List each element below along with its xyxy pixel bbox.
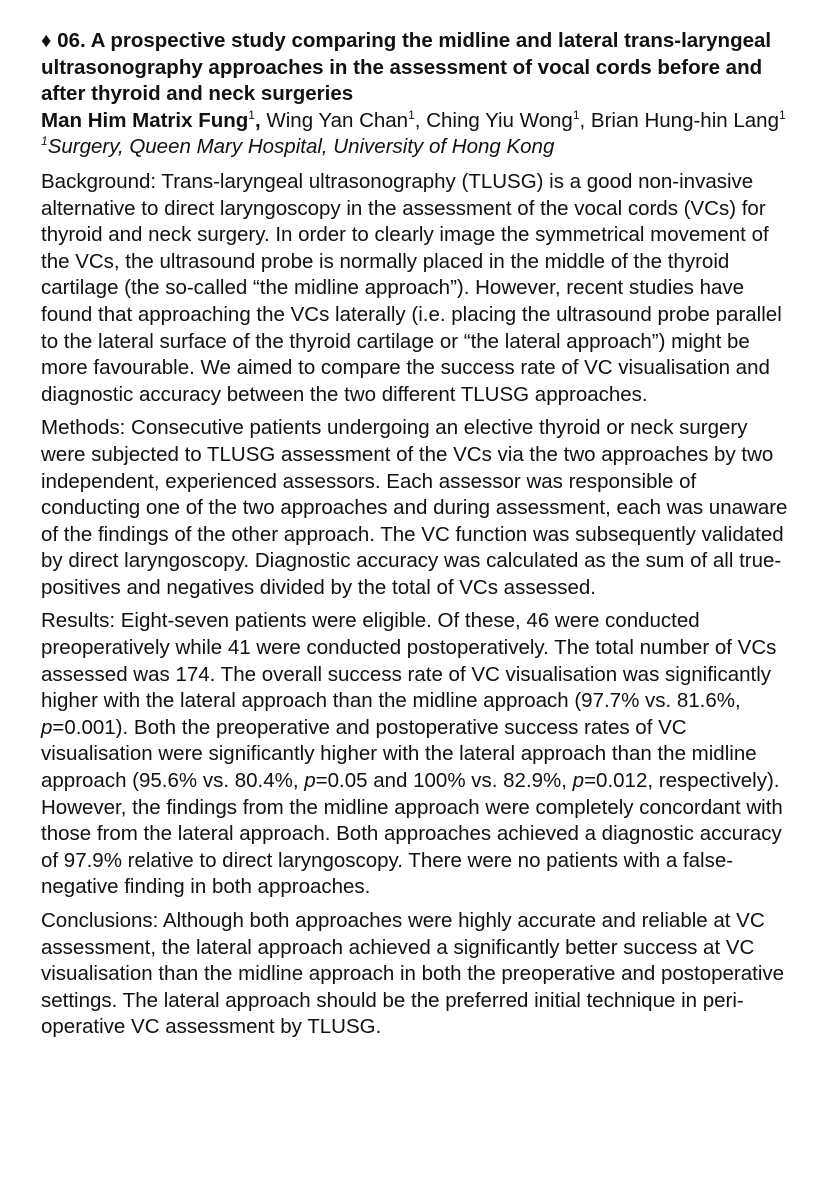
author-1 xyxy=(41,109,266,132)
results-text-2: =0.001). Both the preoperative and postoperative success rates of VC visualisation were significantly higher with the lateral approach than the midline approach (95.6% vs. 80.4%, xyxy=(41,715,757,793)
author-list xyxy=(41,108,793,135)
author-name: Ching Yiu Wong xyxy=(426,108,573,132)
title-text: A prospective study comparing the midline and lateral trans-laryngeal ultrasonography approaches in the assessment of vocal cords before and after thyroid and neck surgeries xyxy=(41,29,772,106)
p-value-symbol: p xyxy=(41,715,53,739)
abstract-title xyxy=(41,28,793,108)
affiliation-text: Surgery, Queen Mary Hospital, University of Hong Kong xyxy=(47,135,555,159)
author-separator: , xyxy=(579,108,591,132)
methods-paragraph: Methods: Consecutive patients undergoing an elective thyroid or neck surgery were subjected to TLUSG assessment of the VCs via the two approaches by two independent, experienced assessors. Each assessor was responsible of conducting one of the two approaches and during assessment, each was unaware of the findings of the other approach. The VC function was subsequently validated by direct laryngoscopy. Diagnostic accuracy was calculated as the sum of all true-positives and negatives divided by the total of VCs assessed. xyxy=(41,416,788,599)
p-value-symbol: p xyxy=(572,769,585,793)
author-superscript: 1 xyxy=(248,107,255,122)
p-value-symbol: p xyxy=(304,769,316,793)
conclusions-paragraph: Conclusions: Although both approaches were highly accurate and reliable at VC assessment, the lateral approach achieved a significantly better success at VC visualisation than the midline approach in both the preoperative and postoperative settings. The lateral approach should be the preferred initial technique in peri-operative VC assessment by TLUSG. xyxy=(41,909,785,1039)
author-name: Brian Hung-hin Lang xyxy=(590,108,779,132)
bullet-icon: ♦ xyxy=(41,29,52,52)
results-text-3: =0.05 and 100% vs. 82.9%, xyxy=(315,769,573,793)
affiliation-superscript: 1 xyxy=(41,134,48,149)
results-text-1: Results: Eight-seven patients were eligible. Of these, 46 were conducted preoperatively while 41 were conducted postoperatively. The total number of VCs assessed was 174. The overall success rate of VC visualisation was significantly higher with the lateral approach than the midline approach (97.7% vs. 81.6%, xyxy=(41,609,777,713)
abstract-page xyxy=(41,28,793,1048)
author-2 xyxy=(266,109,426,132)
author-superscript: 1 xyxy=(572,107,580,122)
author-3 xyxy=(426,109,591,132)
results-text-4: =0.012, respectively). However, the findings from the midline approach were completely concordant with those from the lateral approach. Both approaches achieved a diagnostic accuracy of 97.9% relative to direct laryngoscopy. There were no patients with a false-negative finding in both approaches. xyxy=(41,769,783,899)
results-paragraph xyxy=(41,608,793,901)
author-name: Wing Yan Chan xyxy=(266,108,409,132)
author-separator: , xyxy=(254,108,267,132)
author-superscript: 1 xyxy=(408,107,415,122)
author-name: Man Him Matrix Fung xyxy=(41,108,249,132)
author-separator: , xyxy=(414,108,427,132)
abstract-number: 06. xyxy=(57,29,86,52)
background-paragraph: Background: Trans-laryngeal ultrasonography (TLUSG) is a good non-invasive alternative to direct laryngoscopy in the assessment of the vocal cords (VCs) for thyroid and neck surgery. In order to clearly image the symmetrical movement of the VCs, the ultrasound probe is normally placed in the middle of the thyroid cartilage (the so-called “the midline approach”). However, recent studies have found that approaching the VCs laterally (i.e. placing the ultrasound probe parallel to the lateral surface of the thyroid cartilage or “the lateral approach”) might be more favourable. We aimed to compare the success rate of VC visualisation and diagnostic accuracy between the two different TLUSG approaches. xyxy=(41,169,782,406)
affiliation xyxy=(41,134,793,161)
author-4 xyxy=(591,109,786,132)
author-superscript: 1 xyxy=(778,107,786,122)
